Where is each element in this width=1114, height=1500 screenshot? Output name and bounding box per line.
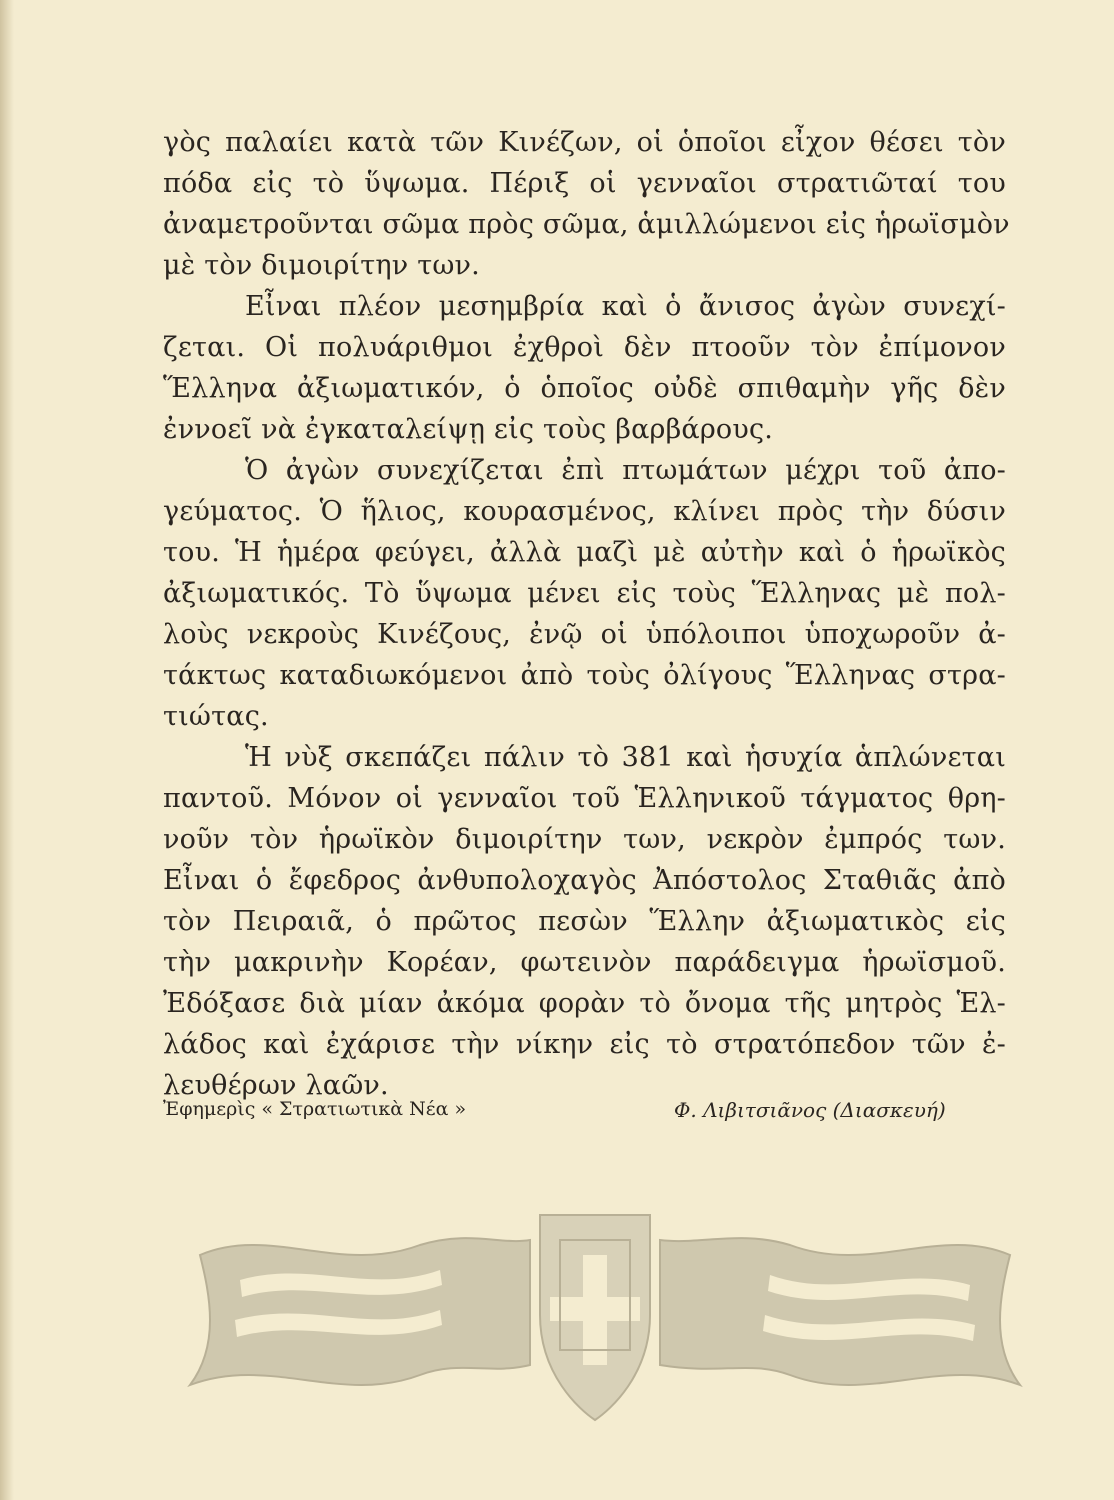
text-line: Ἡ νὺξ σκεπάζει πάλιν τὸ 381 καὶ ἡσυχία ἁπλώνεται	[245, 742, 1006, 773]
text-line: τὸν Πειραιᾶ, ὁ πρῶτος πεσὼν Ἕλλην ἀξιωματικὸς εἰς	[163, 906, 1006, 937]
right-flag-icon	[660, 1238, 1020, 1385]
text-line: τιώτας.	[163, 701, 269, 732]
text-line: παντοῦ. Μόνον οἱ γενναῖοι τοῦ Ἑλληνικοῦ τάγματος θρη-	[163, 783, 1006, 814]
text-line: μὲ τὸν διμοιρίτην των.	[163, 250, 480, 281]
text-line: ἀξιωματικός. Τὸ ὕψωμα μένει εἰς τοὺς Ἕλληνας μὲ πολ-	[163, 578, 1006, 609]
source-credit: Ἐφημερὶς « Στρατιωτικὰ Νέα »	[163, 1098, 467, 1120]
text-line: τάκτως καταδιωκόμενοι ἀπὸ τοὺς ὀλίγους Ἕλληνας στρα-	[163, 660, 1006, 691]
text-line: Ἕλληνα ἀξιωματικόν, ὁ ὁποῖος οὐδὲ σπιθαμὴν γῆς δὲν	[163, 373, 1006, 404]
text-line: τὴν μακρινὴν Κορέαν, φωτεινὸν παράδειγμα ἡρωϊσμοῦ.	[163, 947, 1006, 978]
article-body	[163, 122, 1010, 1106]
page-edge-shadow	[0, 0, 14, 1500]
text-line: Ὁ ἀγὼν συνεχίζεται ἐπὶ πτωμάτων μέχρι τοῦ ἀπο-	[245, 455, 1006, 486]
text-line: ἐννοεῖ νὰ ἐγκαταλείψῃ εἰς τοὺς βαρβάρους.	[163, 414, 774, 445]
author-credit: Φ. Λιβιτσιᾶνος (Διασκευή)	[674, 1098, 946, 1122]
text-line: Εἶναι ὁ ἔφεδρος ἀνθυπολοχαγὸς Ἀπόστολος Σταθιᾶς ἀπὸ	[163, 865, 1006, 896]
text-line: λοὺς νεκροὺς Κινέζους, ἐνῷ οἱ ὑπόλοιποι ὑποχωροῦν ἀ-	[163, 619, 1006, 650]
text-line: λευθέρων λαῶν.	[163, 1070, 389, 1101]
greek-flags-cross-shield-icon	[180, 1185, 1030, 1445]
text-line: Εἶναι πλέον μεσημβρία καὶ ὁ ἄνισος ἀγὼν συνεχί-	[245, 291, 1006, 322]
text-line: πόδα εἰς τὸ ὕψωμα. Πέριξ οἱ γενναῖοι στρατιῶταί του	[163, 168, 1006, 199]
text-line: του. Ἡ ἡμέρα φεύγει, ἀλλὰ μαζὶ μὲ αὐτὴν καὶ ὁ ἡρωϊκὸς	[163, 537, 1006, 568]
left-flag-icon	[190, 1238, 530, 1385]
text-line: νοῦν τὸν ἡρωϊκὸν διμοιρίτην των, νεκρὸν ἐμπρός των.	[163, 824, 1006, 855]
text-line: λάδος καὶ ἐχάρισε τὴν νίκην εἰς τὸ στρατόπεδον τῶν ἐ-	[163, 1029, 1006, 1060]
text-line: γὸς παλαίει κατὰ τῶν Κινέζων, οἱ ὁποῖοι εἶχον θέσει τὸν	[163, 127, 1006, 158]
text-line: γεύματος. Ὁ ἥλιος, κουρασμένος, κλίνει πρὸς τὴν δύσιν	[163, 496, 1006, 527]
text-line: Ἐδόξασε διὰ μίαν ἀκόμα φορὰν τὸ ὄνομα τῆς μητρὸς Ἑλ-	[163, 988, 1006, 1019]
text-line: ζεται. Οἱ πολυάριθμοι ἐχθροὶ δὲν πτοοῦν τὸν ἐπίμονον	[163, 332, 1006, 363]
text-line: ἀναμετροῦνται σῶμα πρὸς σῶμα, ἁμιλλώμενοι εἰς ἡρωϊσμὸν	[163, 209, 1010, 240]
